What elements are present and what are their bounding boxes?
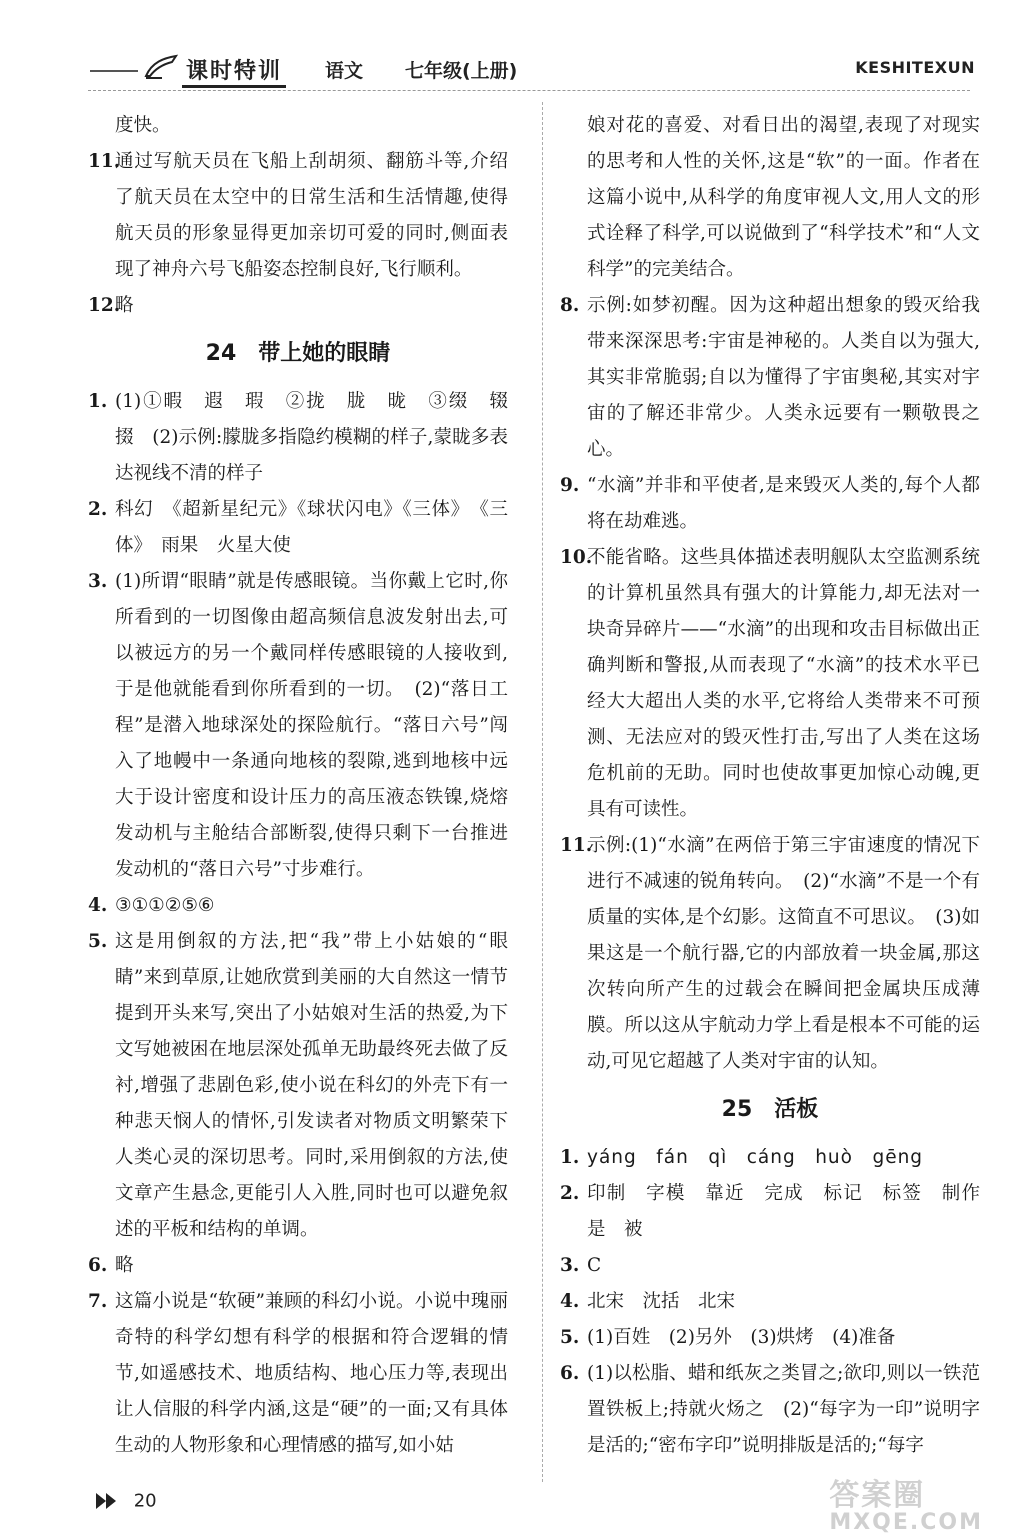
item-number: 8.: [560, 295, 580, 316]
watermark-text: 答案圈: [829, 1478, 926, 1513]
item-number: 2.: [560, 1183, 580, 1204]
item-number: 2.: [88, 499, 108, 520]
item-text: (1)所谓“眼睛”就是传感眼镜。当你戴上它时,你所看到的一切图像由超高频信息波发射出去,可以被远方的另一个戴同样传感眼镜的人接收到,于是他就能看到你所看到的一切。 (2)“落日工程”是潜入地球深处的探险航行。“落日六号”闯入了地幔中一条通向地核的裂隙,逃到地核中远大于设计密度和设计压力的高压液态铁镍,烧熔发动机与主舱结合部断裂,使得只剩下一台推进发动机的“落日六号”寸步难行。: [115, 571, 508, 880]
answer-item: [560, 1176, 999, 1248]
item-text: ③①①②⑤⑥: [115, 895, 215, 916]
pen-logo-icon: [142, 52, 182, 82]
item-number: 7.: [88, 1291, 108, 1312]
answer-item: [88, 492, 508, 564]
column-divider: [542, 102, 543, 1482]
answer-item: [560, 1320, 980, 1356]
watermark: [829, 1470, 983, 1535]
grade-label: 七年级(上册): [405, 60, 518, 82]
continued-text: 度快。: [115, 115, 171, 136]
answer-item: [88, 888, 508, 924]
series-logo: 课时特训: [182, 54, 286, 88]
answer-item: [88, 924, 508, 1248]
header-divider: [88, 90, 970, 91]
answer-item: [88, 144, 508, 288]
watermark-url: MXQE.COM: [829, 1510, 983, 1535]
brand-text: KESHITEXUN: [855, 58, 975, 77]
answer-item: [560, 1140, 980, 1176]
section-title: 带上她的眼睛: [258, 341, 391, 366]
item-text: 印制 字模 靠近 完成 标记 标签 制作 是 被: [587, 1183, 999, 1240]
page-footer: [94, 1490, 157, 1518]
item-text: 通过写航天员在飞船上刮胡须、翻筋斗等,介绍了航天员在太空中的日常生活和生活情趣,使得航天员的形象显得更加亲切可爱的同时,侧面表现了神舟六号飞船姿态控制良好,飞行顺利。: [115, 151, 508, 280]
section-number: 24: [205, 341, 237, 366]
item-number: 11.: [560, 835, 593, 856]
item-number: 6.: [88, 1255, 108, 1276]
item-number: 6.: [560, 1363, 580, 1384]
item-number: 5.: [560, 1327, 580, 1348]
header-rule-left: [90, 70, 138, 72]
subject-label: 语文: [325, 60, 364, 82]
page-header: [0, 48, 1013, 88]
continued-text: 娘对花的喜爱、对看日出的渴望,表现了对现实的思考和人性的关怀,这是“软”的一面。作者在这篇小说中,从科学的角度审视人文,用人文的形式诠释了科学,可以说做到了“科学技术”和“人文科学”的完美结合。: [587, 115, 980, 280]
item-number: 3.: [88, 571, 108, 592]
answer-item: [560, 1284, 980, 1320]
page-number: 20: [133, 1490, 157, 1512]
item-number: 1.: [560, 1147, 580, 1168]
section-heading-24: [88, 334, 508, 374]
item-text: 示例:(1)“水滴”在两倍于第三宇宙速度的情况下进行不减速的锐角转向。 (2)“水滴”不是一个有质量的实体,是个幻影。这简直不可思议。 (3)如果这是一个航行器,它的内部放着一块金属,那这次转向所产生的过载会在瞬间把金属块压成薄膜。所以这从宇航动力学上看是根本不可能的运动,可见它超越了人类对宇宙的认知。: [587, 835, 980, 1072]
left-column: [88, 108, 527, 1464]
answer-item: [560, 288, 980, 468]
item-text: (1)百姓 (2)另外 (3)烘烤 (4)准备: [587, 1327, 896, 1348]
item-number: 5.: [88, 931, 108, 952]
item-text: (1)以松脂、蜡和纸灰之类冒之;欲印,则以一铁范置铁板上;持就火炀之 (2)“每字为一印”说明字是活的;“密布字印”说明排版是活的;“每字: [587, 1363, 980, 1456]
item-number: 1.: [88, 391, 108, 412]
item-text: 科幻 《超新星纪元》《球状闪电》《三体》 《三体》 雨果 火星大使: [115, 499, 508, 556]
item-text: “水滴”并非和平使者,是来毁灭人类的,每个人都将在劫难逃。: [587, 475, 980, 532]
answer-item: [560, 1356, 980, 1464]
section-heading-25: [560, 1090, 980, 1130]
answer-item: [88, 1284, 508, 1464]
item-text: 北宋 沈括 北宋: [587, 1291, 736, 1312]
item-text: 略: [115, 1255, 134, 1276]
answer-item: [560, 828, 980, 1080]
pinyin-text: yáng fán qì cáng huò gēng: [587, 1147, 924, 1168]
item-text: 略: [115, 295, 134, 316]
answer-item: [560, 540, 980, 828]
answer-item: [560, 468, 980, 540]
item-text: 这是用倒叙的方法,把“我”带上小姑娘的“眼睛”来到草原,让她欣赏到美丽的大自然这一情节提到开头来写,突出了小姑娘对生活的热爱,为下文写她被困在地层深处孤单无助最终死去做了反衬,增强了悲剧色彩,使小说在科幻的外壳下有一种悲天悯人的情怀,引发读者对物质文明繁荣下人类心灵的深切思考。同时,采用倒叙的方法,使文章产生悬念,更能引人入胜,同时也可以避免叙述的平板和结构的单调。: [115, 931, 508, 1240]
answer-item: [88, 564, 508, 888]
item-number: 9.: [560, 475, 580, 496]
answer-item: [88, 384, 527, 492]
item-number: 4.: [88, 895, 108, 916]
item-text: C: [587, 1255, 602, 1276]
item-text: 示例:如梦初醒。因为这种超出想象的毁灭给我带来深深思考:宇宙是神秘的。人类自以为强大,其实非常脆弱;自以为懂得了宇宙奥秘,其实对宇宙的了解还非常少。人类永远要有一颗敬畏之心。: [587, 295, 980, 460]
section-title: 活板: [774, 1097, 819, 1122]
item-number: 4.: [560, 1291, 580, 1312]
item-number: 11.: [88, 151, 121, 172]
item-number: 10.: [560, 547, 593, 568]
double-chevron-right-icon: [94, 1491, 120, 1511]
right-column: [560, 108, 999, 1464]
item-text: (1)①暇 遐 瑕 ②拢 胧 昽 ③缀 辍 掇 (2)示例:朦胧多指隐约模糊的样子,蒙眬多表达视线不清的样子: [115, 391, 527, 484]
item-text: 这篇小说是“软硬”兼顾的科幻小说。小说中瑰丽奇特的科学幻想有科学的根据和符合逻辑的情节,如遥感技术、地质结构、地心压力等,表现出让人信服的科学内涵,这是“硬”的一面;又有具体生动的人物形象和心理情感的描写,如小姑: [115, 1291, 508, 1456]
answer-item: [88, 288, 508, 324]
section-number: 25: [721, 1097, 753, 1122]
answer-item: [88, 1248, 508, 1284]
item-number: 3.: [560, 1255, 580, 1276]
item-number: 12.: [88, 295, 121, 316]
answer-item: [560, 1248, 980, 1284]
item-text: 不能省略。这些具体描述表明舰队太空监测系统的计算机虽然具有强大的计算能力,却无法对一块奇异碎片——“水滴”的出现和攻击目标做出正确判断和警报,从而表现了“水滴”的技术水平已经大大超出人类的水平,它将给人类带来不可预测、无法应对的毁灭性打击,写出了人类在这场危机前的无助。同时也使故事更加惊心动魄,更具有可读性。: [587, 547, 980, 820]
